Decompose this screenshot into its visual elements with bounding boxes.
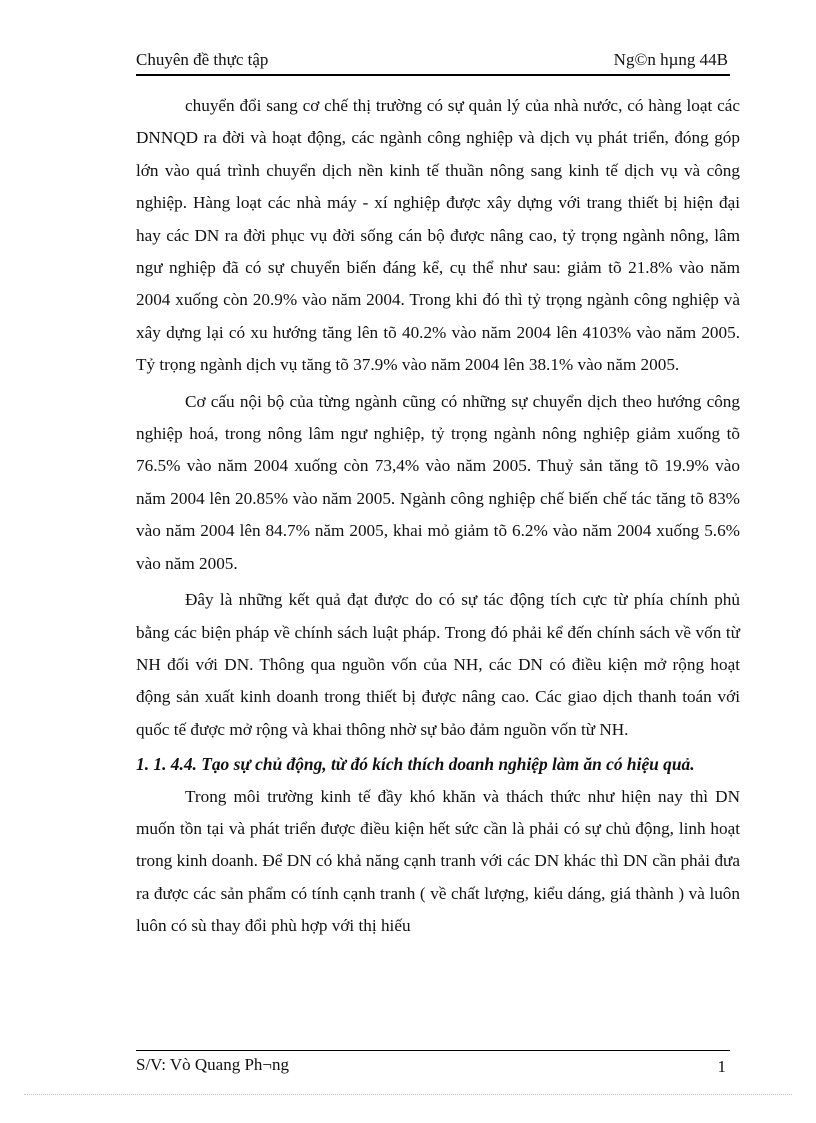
header-title: Chuyên đề thực tập (136, 50, 269, 69)
page-footer (136, 1050, 730, 1081)
page-bottom-edge (24, 1094, 792, 1095)
page-header (136, 48, 730, 76)
paragraph: Trong môi trường kinh tế đầy khó khăn và thách thức như hiện nay thì DN muốn tồn tại và phát triển được điều kiện hết sức cần là phải có sự chủ động, linh hoạt trong kinh doanh. Để DN có khả năng cạnh tranh với các DN khác thì DN cần phải đưa ra được các sản phẩm có tính cạnh tranh ( về chất lượng, kiểu dáng, giá thành ) và luôn luôn có sù thay đổi phù hợp với thị hiếu (136, 786, 740, 936)
paragraph: Cơ cấu nội bộ của từng ngành cũng có những sự chuyển dịch theo hướng công nghiệp hoá, trong nông lâm ngư nghiệp, tỷ trọng ngành nông nghiệp giảm xuống tõ 76.5% vào năm 2004 xuống còn 73,4% vào năm 2005. Thuỷ sản tăng tõ 19.9% vào năm 2004 lên 20.85% vào năm 2005. Ngành công nghiệp chế biến chế tác tăng tõ 83% vào năm 2004 lên 84.7% năm 2005, khai mỏ giảm tõ 6.2% vào năm 2004 xuống 5.6% vào năm 2005. (136, 391, 740, 573)
document-body (136, 90, 740, 947)
header-subtitle: Ng©n hµng 44B (613, 50, 728, 69)
footer-author: S/V: Vò Quang Ph¬ng (136, 1055, 289, 1074)
paragraph: Đây là những kết quả đạt được do có sự tác động tích cực từ phía chính phủ bằng các biện pháp về chính sách luật pháp. Trong đó phải kể đến chính sách về vốn từ NH đối với DN. Thông qua nguồn vốn của NH, các DN có điều kiện mở rộng hoạt động sản xuất kinh doanh trong thiết bị được nâng cao. Các giao dịch thanh toán với quốc tế được mở rộng và khai thông nhờ sự bảo đảm nguồn vốn từ NH. (136, 590, 740, 739)
paragraph: chuyển đổi sang cơ chế thị trường có sự quản lý của nhà nước, có hàng loạt các DNNQD ra đời và hoạt động, các ngành công nghiệp và dịch vụ phát triển, đóng góp lớn vào quá trình chuyển dịch nền kinh tế thuần nông sang kinh tế dịch vụ và công nghiệp. Hàng loạt các nhà máy - xí nghiệp được xây dựng với trang thiết bị hiện đại hay các DN ra đời phục vụ đời sống cán bộ được nâng cao, tỷ trọng ngành nông, lâm ngư nghiệp đã có sự chuyển biến đáng kể, cụ thể như sau: giảm tõ 21.8% vào năm 2004 xuống còn 20.9% vào năm 2004. Trong khi đó thì tỷ trọng ngành công nghiệp và xây dựng lại có xu hướng tăng lên tõ 40.2% vào năm 2004 lên 4103% vào năm 2005. Tỷ trọng ngành dịch vụ tăng tõ 37.9% vào năm 2004 lên 38.1% vào năm 2005. (136, 96, 740, 375)
page-number: 1 (717, 1057, 726, 1076)
section-heading: 1. 1. 4.4. Tạo sự chủ động, từ đó kích thích doanh nghiệp làm ăn có hiệu quả. (136, 754, 695, 775)
